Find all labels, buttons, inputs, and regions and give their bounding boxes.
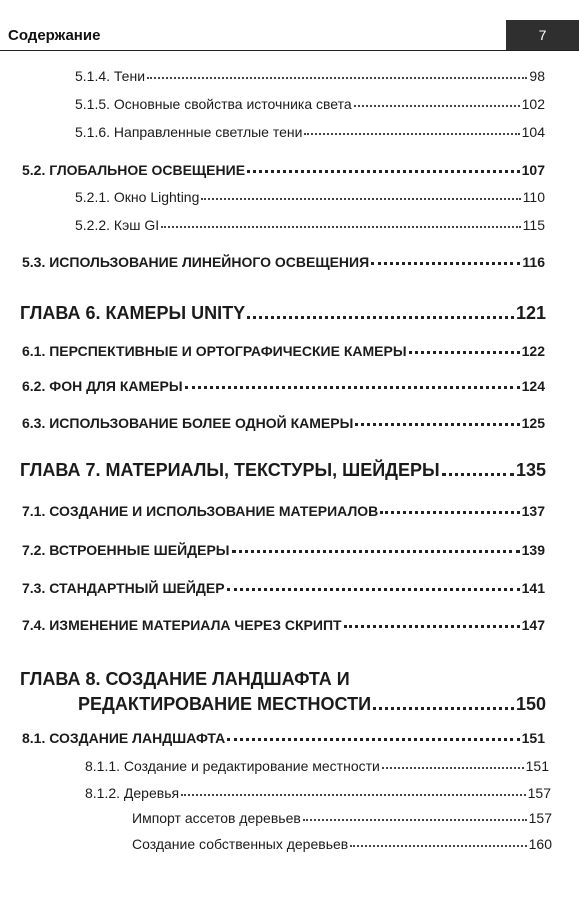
toc-entry-label: 5.2.2. Кэш GI bbox=[75, 217, 160, 233]
toc-entry[interactable] bbox=[75, 217, 545, 233]
toc-entry-page: 104 bbox=[521, 124, 545, 140]
toc-entry[interactable] bbox=[85, 785, 551, 801]
leader-dots bbox=[354, 105, 520, 107]
toc-entry-label: 5.1.4. Тени bbox=[75, 68, 146, 84]
leader-dots bbox=[304, 133, 519, 135]
toc-entry-page: 107 bbox=[521, 162, 545, 178]
leader-dots bbox=[201, 198, 520, 200]
toc-entry[interactable] bbox=[22, 378, 545, 394]
toc-entry-label: Импорт ассетов деревьев bbox=[132, 810, 301, 826]
toc-entry[interactable] bbox=[22, 542, 545, 558]
toc-entry-page: 160 bbox=[528, 836, 552, 852]
toc-entry-page: 150 bbox=[515, 694, 546, 714]
toc-entry-label: ГЛАВА 7. МАТЕРИАЛЫ, ТЕКСТУРЫ, ШЕЙДЕРЫ bbox=[20, 460, 440, 480]
leader-dots bbox=[185, 386, 520, 389]
toc-entry[interactable] bbox=[22, 415, 545, 431]
toc-entry-page: 135 bbox=[515, 460, 546, 480]
toc-entry[interactable] bbox=[22, 580, 545, 596]
toc-entry-page: 124 bbox=[521, 378, 545, 394]
leader-dots bbox=[380, 511, 519, 514]
toc-entry-label: 6.2. ФОН ДЛЯ КАМЕРЫ bbox=[22, 378, 183, 394]
leader-dots bbox=[382, 767, 524, 769]
leader-dots bbox=[355, 423, 519, 426]
toc-entry-page: 98 bbox=[529, 68, 545, 84]
toc-entry-label: 5.2. ГЛОБАЛЬНОЕ ОСВЕЩЕНИЕ bbox=[22, 162, 246, 178]
header-title: Содержание bbox=[8, 27, 101, 44]
leader-dots bbox=[373, 707, 514, 710]
toc-entry-label: ГЛАВА 6. КАМЕРЫ UNITY bbox=[20, 303, 246, 323]
toc-entry-label: 7.2. ВСТРОЕННЫЕ ШЕЙДЕРЫ bbox=[22, 542, 230, 558]
leader-dots bbox=[247, 316, 514, 319]
toc-entry-label: 6.3. ИСПОЛЬЗОВАНИЕ БОЛЕЕ ОДНОЙ КАМЕРЫ bbox=[22, 415, 354, 431]
toc-entry-page: 157 bbox=[527, 785, 551, 801]
toc-entry[interactable] bbox=[22, 343, 545, 359]
toc-entry-page: 121 bbox=[515, 303, 546, 323]
leader-dots bbox=[232, 550, 520, 553]
toc-entry-page: 139 bbox=[521, 542, 545, 558]
toc-chapter[interactable] bbox=[20, 460, 546, 481]
leader-dots bbox=[371, 262, 520, 265]
toc-entry-label: 8.1.2. Деревья bbox=[85, 785, 180, 801]
leader-dots bbox=[147, 77, 527, 79]
leader-dots bbox=[161, 226, 521, 228]
leader-dots bbox=[350, 845, 526, 847]
toc-entry-page: 110 bbox=[522, 189, 545, 205]
toc-entry[interactable] bbox=[132, 810, 552, 826]
toc-entry[interactable] bbox=[85, 758, 549, 774]
leader-dots bbox=[303, 819, 527, 821]
toc-entry-page: 122 bbox=[521, 343, 545, 359]
toc-entry[interactable] bbox=[22, 162, 545, 178]
toc-entry-label: 6.1. ПЕРСПЕКТИВНЫЕ И ОРТОГРАФИЧЕСКИЕ КАМЕРЫ bbox=[22, 343, 407, 359]
toc-entry-label: 8.1.1. Создание и редактирование местности bbox=[85, 758, 380, 774]
toc-entry[interactable] bbox=[22, 254, 545, 270]
toc-entry[interactable] bbox=[22, 730, 545, 746]
toc-entry-page: 147 bbox=[521, 617, 545, 633]
toc-chapter[interactable] bbox=[20, 303, 546, 324]
toc-entry-page: 102 bbox=[521, 96, 545, 112]
toc-chapter-line1[interactable]: ГЛАВА 8. СОЗДАНИЕ ЛАНДШАФТА И bbox=[20, 669, 350, 689]
toc-entry-page: 157 bbox=[528, 810, 552, 826]
toc-chapter[interactable] bbox=[78, 694, 546, 715]
toc-entry-page: 137 bbox=[521, 503, 545, 519]
toc-entry-label: 5.2.1. Окно Lighting bbox=[75, 189, 200, 205]
toc-entry[interactable] bbox=[75, 68, 545, 84]
toc-entry-label: Создание собственных деревьев bbox=[132, 836, 349, 852]
toc-entry-page: 116 bbox=[522, 254, 545, 270]
toc-entry[interactable] bbox=[22, 503, 545, 519]
toc-entry-label: 5.3. ИСПОЛЬЗОВАНИЕ ЛИНЕЙНОГО ОСВЕЩЕНИЯ bbox=[22, 254, 370, 270]
toc-entry-label: 7.3. СТАНДАРТНЫЙ ШЕЙДЕР bbox=[22, 580, 225, 596]
toc-entry-label: 5.1.5. Основные свойства источника света bbox=[75, 96, 352, 112]
leader-dots bbox=[442, 473, 514, 476]
toc-entry[interactable] bbox=[22, 617, 545, 633]
toc-entry-page: 151 bbox=[521, 730, 545, 746]
leader-dots bbox=[181, 794, 526, 796]
toc-entry[interactable] bbox=[75, 189, 545, 205]
toc-entry-label: 5.1.6. Направленные светлые тени bbox=[75, 124, 303, 140]
toc-entry-page: 115 bbox=[522, 217, 545, 233]
leader-dots bbox=[227, 588, 520, 591]
toc-entry[interactable] bbox=[75, 96, 545, 112]
toc-entry[interactable] bbox=[75, 124, 545, 140]
leader-dots bbox=[247, 170, 520, 173]
toc-entry[interactable] bbox=[132, 836, 552, 852]
toc-entry-label: 8.1. СОЗДАНИЕ ЛАНДШАФТА bbox=[22, 730, 226, 746]
leader-dots bbox=[227, 738, 519, 741]
toc-entry-page: 125 bbox=[521, 415, 545, 431]
toc-entry-page: 141 bbox=[521, 580, 545, 596]
toc-entry-page: 151 bbox=[525, 758, 549, 774]
toc-entry-label: 7.4. ИЗМЕНЕНИЕ МАТЕРИАЛА ЧЕРЕЗ СКРИПТ bbox=[22, 617, 342, 633]
toc-entry-label: 7.1. СОЗДАНИЕ И ИСПОЛЬЗОВАНИЕ МАТЕРИАЛОВ bbox=[22, 503, 379, 519]
leader-dots bbox=[344, 625, 520, 628]
leader-dots bbox=[409, 351, 520, 354]
header-page-number: 7 bbox=[506, 20, 579, 50]
toc-entry-label: РЕДАКТИРОВАНИЕ МЕСТНОСТИ bbox=[78, 694, 372, 714]
